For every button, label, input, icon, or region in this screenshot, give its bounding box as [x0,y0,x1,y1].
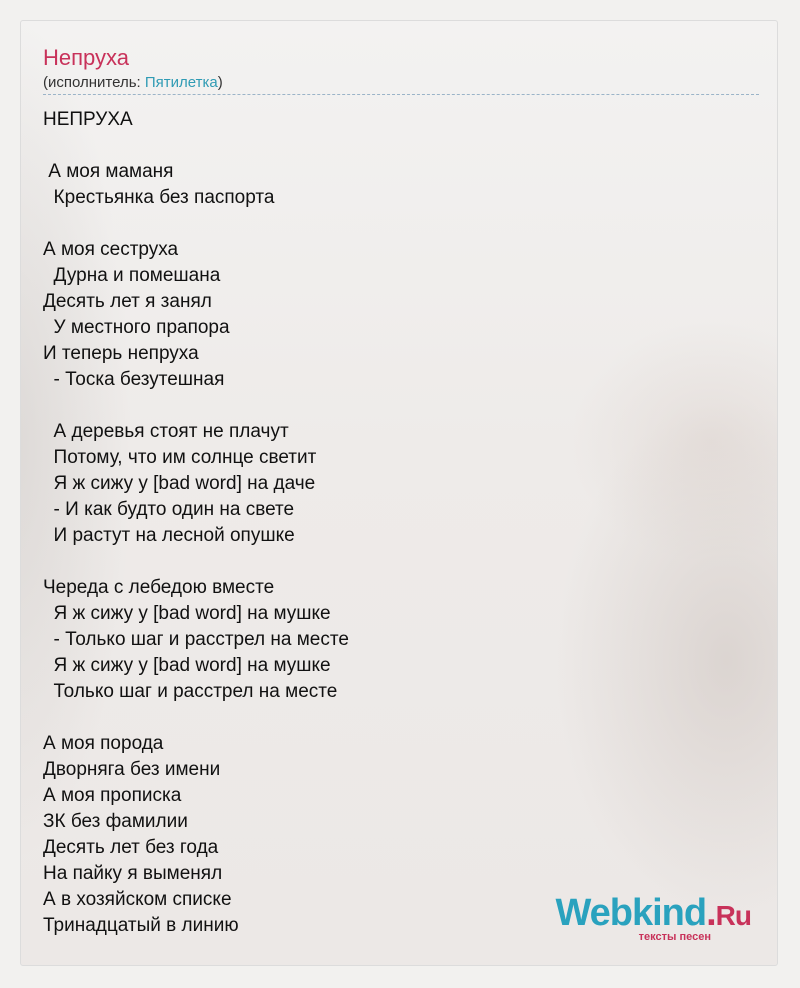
lyrics-card [20,20,778,966]
lyric-line: Потому, что им солнце светит [43,447,317,468]
performer-suffix: ) [217,74,223,91]
lyric-line [43,393,349,419]
lyric-line: Я ж сижу у [bad word] на мушке [43,655,331,676]
lyric-line: И растут на лесной опушке [43,525,295,546]
song-title: Непруха [43,45,130,70]
lyric-line [43,705,349,731]
performer-line [43,74,223,91]
lyric-line: - И как будто один на свете [43,499,295,520]
lyric-line: Крестьянка без паспорта [43,187,275,208]
lyric-line: А моя сеструха [43,239,179,260]
lyric-line: А в хозяйском списке [43,889,232,910]
lyric-line: НЕПРУХА [43,109,133,130]
lyric-line: На пайку я выменял [43,863,223,884]
lyric-line [43,549,349,575]
lyric-line: Тринадцатый в линию [43,915,239,936]
logo-tagline: тексты песен [638,931,711,943]
lyric-line: - Тоска безутешная [43,369,225,390]
lyric-line: Я ж сижу у [bad word] на даче [43,473,316,494]
lyric-line: Десять лет без года [43,837,219,858]
lyric-line: - Только шаг и расстрел на месте [43,629,349,650]
performer-prefix: (исполнитель: [43,74,145,91]
lyric-line: У местного прапора [43,317,230,338]
lyric-line: Череда с лебедою вместе [43,577,275,598]
logo-wordmark [555,894,751,935]
lyric-line: Дурна и помешана [43,265,221,286]
lyric-line: Дворняга без имени [43,759,221,780]
lyric-line: А моя порода [43,733,164,754]
header-divider [43,94,759,95]
performer-link[interactable]: Пятилетка [144,74,218,91]
lyric-line: А деревья стоят не плачут [43,421,289,442]
logo-dot: . [706,892,716,934]
lyric-line: И теперь непруха [43,343,199,364]
lyric-line [43,133,349,159]
lyric-line [43,211,349,237]
lyric-line: Я ж сижу у [bad word] на мушке [43,603,331,624]
site-logo[interactable] [555,894,751,943]
lyric-line: ЗК без фамилии [43,811,188,832]
lyric-line: Только шаг и расстрел на месте [43,681,338,702]
lyrics-text [43,107,349,939]
logo-brand: Webkind [555,892,707,934]
logo-tld: Ru [715,900,751,931]
lyric-line: Десять лет я занял [43,291,212,312]
lyric-line: А моя прописка [43,785,182,806]
lyric-line: А моя маманя [43,161,174,182]
